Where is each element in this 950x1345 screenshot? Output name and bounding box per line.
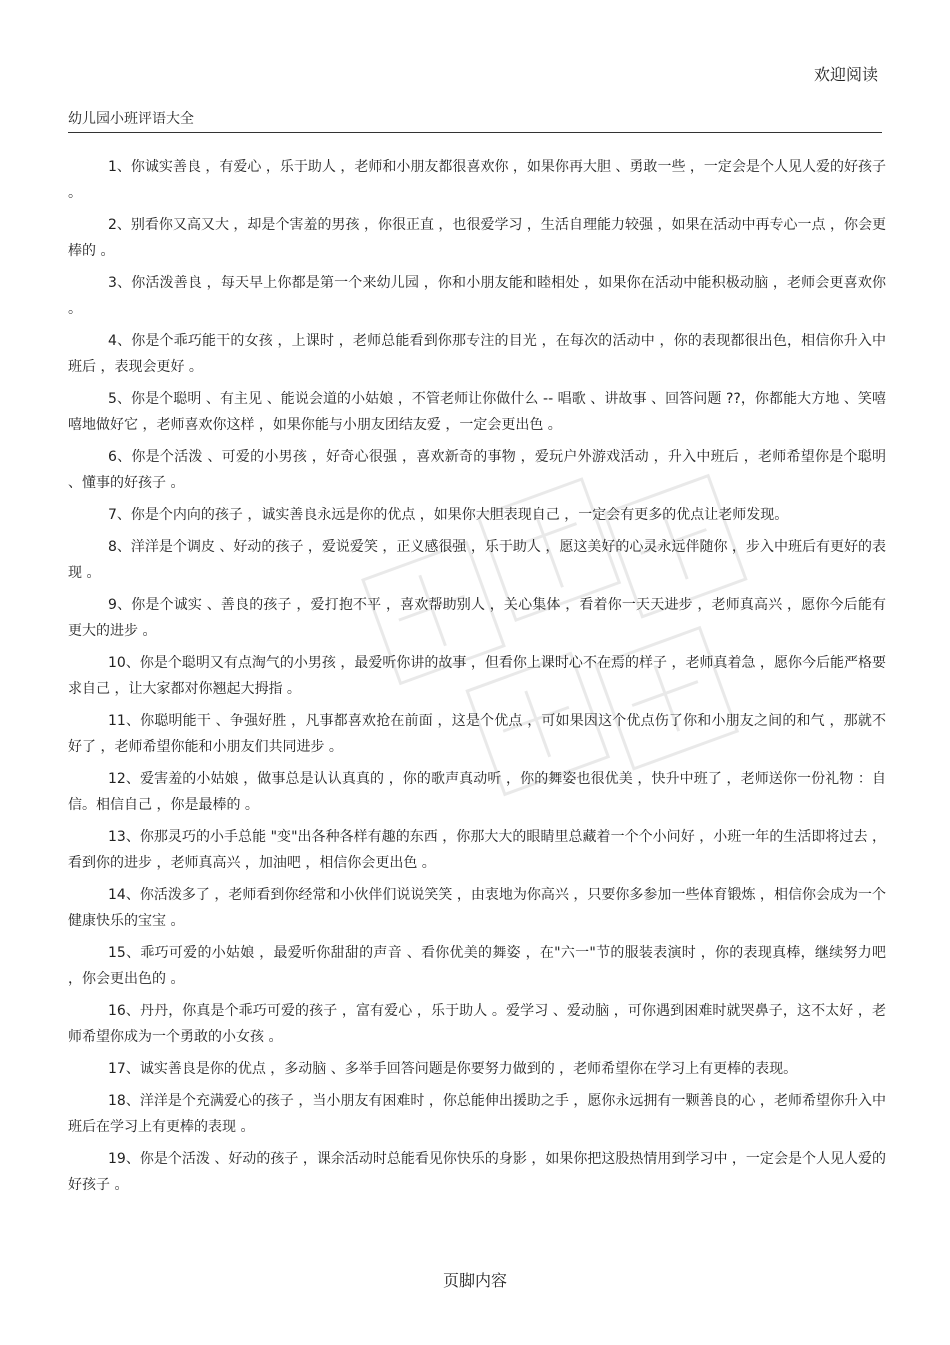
comment-paragraph: 19、你是个活泼 、好动的孩子 ，课余活动时总能看见你快乐的身影 ，如果你把这股热情用到学习中 ，一定会是个人见人爱的好孩子 。 [68, 1151, 886, 1193]
header-right-text: 欢迎阅读 [813, 65, 878, 84]
comment-paragraph: 14、你活泼多了 ，老师看到你经常和小伙伴们说说笑笑 ，由衷地为你高兴 ，只要你多参加一些体育锻炼 ，相信你会成为一个健康快乐的宝宝 。 [68, 887, 886, 929]
comment-paragraph: 18、洋洋是个充满爱心的孩子 ，当小朋友有困难时 ，你总能伸出援助之手 ，愿你永远拥有一颗善良的心 ，老师希望你升入中班后在学习上有更棒的表现 。 [68, 1093, 886, 1135]
comment-paragraph: 16、丹丹，你真是个乖巧可爱的孩子 ，富有爱心 ，乐于助人 。爱学习 、爱动脑 ，可你遇到困难时就哭鼻子，这不太好 ，老师希望你成为一个勇敢的小女孩 。 [68, 1003, 886, 1045]
document-body [68, 154, 886, 1204]
page-footer: 页脚内容 [442, 1271, 507, 1290]
comment-paragraph: 1、你诚实善良 ，有爱心 ，乐于助人 ，老师和小朋友都很喜欢你 ，如果你再大胆 、勇敢一些 ，一定会是个人见人爱的好孩子 。 [68, 159, 886, 201]
comment-paragraph: 4、你是个乖巧能干的女孩 ，上课时 ，老师总能看到你那专注的目光 ，在每次的活动中 ，你的表现都很出色，相信你升入中班后 ，表现会更好 。 [68, 333, 886, 375]
comment-paragraph: 9、你是个诚实 、善良的孩子 ，爱打抱不平 ，喜欢帮助别人 ，关心集体 ，看着你一天天进步 ，老师真高兴 ，愿你今后能有更大的进步 。 [68, 597, 886, 639]
comment-paragraph: 5、你是个聪明 、有主见 、能说会道的小姑娘 ，不管老师让你做什么 -- 唱歌 、讲故事 、回答问题 ??，你都能大方地 、笑嘻嘻地做好它 ，老师喜欢你这样 ，如果你能与小朋友团结友爱 ，一定会更出色 。 [68, 391, 886, 433]
comment-paragraph: 10、你是个聪明又有点淘气的小男孩 ，最爱听你讲的故事 ，但看你上课时心不在焉的样子 ，老师真着急 ，愿你今后能严格要求自己 ，让大家都对你翘起大拇指 。 [68, 655, 886, 697]
comment-paragraph: 6、你是个活泼 、可爱的小男孩 ，好奇心很强 ，喜欢新奇的事物 ，爱玩户外游戏活动 ，升入中班后 ，老师希望你是个聪明 、懂事的好孩子 。 [68, 449, 886, 491]
comment-paragraph: 7、你是个内向的孩子 ，诚实善良永远是你的优点 ，如果你大胆表现自己 ，一定会有更多的优点让老师发现。 [108, 507, 789, 523]
comment-paragraph: 3、你活泼善良 ，每天早上你都是第一个来幼儿园 ，你和小朋友能和睦相处 ，如果你在活动中能积极动脑 ，老师会更喜欢你 。 [68, 275, 886, 317]
comment-paragraph: 13、你那灵巧的小手总能 "变"出各种各样有趣的东西 ，你那大大的眼睛里总藏着一个个小问好 ，小班一年的生活即将过去 ，看到你的进步 ，老师真高兴 ，加油吧 ，相信你会更出色 。 [68, 829, 886, 871]
comment-paragraph: 12、爱害羞的小姑娘 ，做事总是认认真真的 ，你的歌声真动听 ，你的舞姿也很优美 ，快升中班了 ，老师送你一份礼物 ：自信。相信自己 ，你是最棒的 。 [68, 771, 886, 813]
comment-paragraph: 17、诚实善良是你的优点 ，多动脑 、多举手回答问题是你要努力做到的 ，老师希望你在学习上有更棒的表现。 [108, 1061, 798, 1077]
comment-paragraph: 15、乖巧可爱的小姑娘 ，最爱听你甜甜的声音 、看你优美的舞姿 ，在"六一"节的服装表演时 ，你的表现真棒，继续努力吧 ，你会更出色的 。 [68, 945, 886, 987]
document-title: 幼儿园小班评语大全 [68, 111, 194, 127]
header-divider [68, 132, 882, 133]
comment-paragraph: 2、别看你又高又大 ，却是个害羞的男孩 ，你很正直 ，也很爱学习 ，生活自理能力较强 ，如果在活动中再专心一点 ，你会更棒的 。 [68, 217, 886, 259]
comment-paragraph: 8、洋洋是个调皮 、好动的孩子 ，爱说爱笑 ，正义感很强 ，乐于助人 ，愿这美好的心灵永远伴随你 ，步入中班后有更好的表现 。 [68, 539, 886, 581]
comment-paragraph: 11、你聪明能干 、争强好胜 ，凡事都喜欢抢在前面 ，这是个优点 ，可如果因这个优点伤了你和小朋友之间的和气 ，那就不好了 ，老师希望你能和小朋友们共同进步 。 [68, 713, 886, 755]
